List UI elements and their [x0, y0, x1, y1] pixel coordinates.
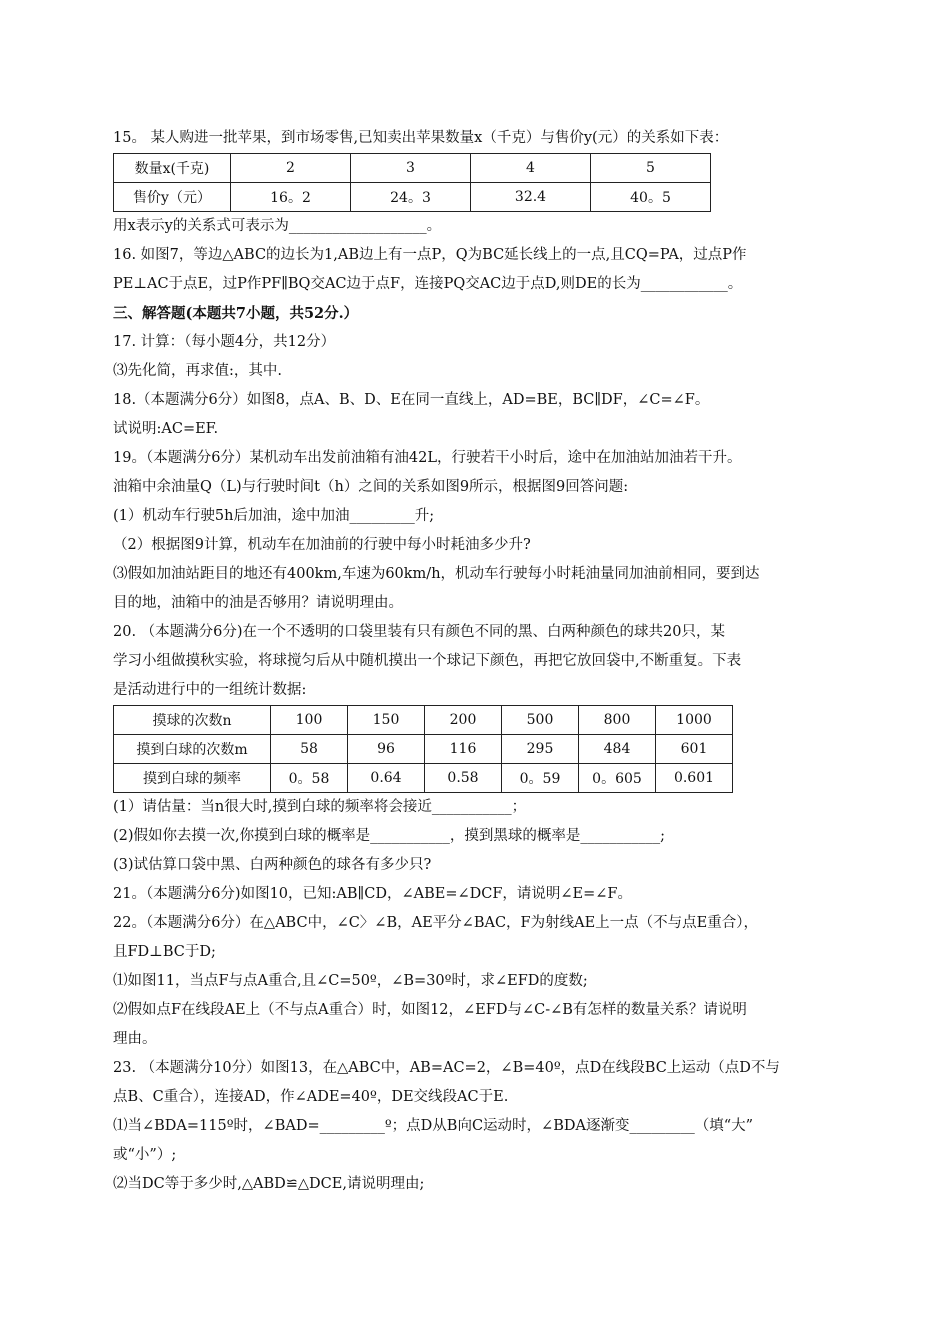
q20-line-2: 学习小组做摸秋实验，将球搅匀后从中随机摸出一个球记下颜色，再把它放回袋中,不断重复。下表 — [113, 653, 742, 669]
q20-table — [113, 705, 733, 793]
table-cell: 800 — [579, 706, 656, 735]
q17-line-1: 17. 计算：（每小题4分，共12分） — [113, 334, 336, 350]
page-content — [113, 124, 858, 1199]
table-cell: 295 — [502, 735, 579, 764]
table-cell: 40。5 — [591, 183, 711, 212]
q22-line-4: ⑵假如点F在线段AE上（不与点A重合）时，如图12，∠EFD与∠C-∠B有怎样的数量关系？请说明 — [113, 1002, 747, 1018]
q15-table — [113, 153, 711, 212]
table-cell: 96 — [348, 735, 425, 764]
q20-line-3: 是活动进行中的一组统计数据: — [113, 682, 307, 698]
table-cell: 16。2 — [231, 183, 351, 212]
table-cell: 100 — [271, 706, 348, 735]
q19-line-6: 目的地，油箱中的油是否够用？请说明理由。 — [113, 595, 403, 611]
q23-line-1: 23. （本题满分10分）如图13，在△ABC中，AB=AC=2，∠B=40º，点D在线段BC上运动（点D不与 — [113, 1060, 780, 1076]
q22-line-1: 22。（本题满分6分）在△ABC中，∠C〉∠B，AE平分∠BAC，F为射线AE上一点（不与点E重合）， — [113, 915, 758, 931]
q16-line-2: PE⊥AC于点E，过P作PF∥BQ交AC边于点F，连接PQ交AC边于点D,则DE的长为____________。 — [113, 276, 743, 292]
table-cell: 200 — [425, 706, 502, 735]
table-cell: 32.4 — [471, 183, 591, 212]
q22-line-2: 且FD⊥BC于D; — [113, 944, 216, 960]
table-cell: 摸球的次数n — [114, 706, 271, 735]
table-cell: 摸到白球的次数m — [114, 735, 271, 764]
table-cell: 500 — [502, 706, 579, 735]
table-cell: 数量x(千克) — [114, 154, 231, 183]
table-cell: 116 — [425, 735, 502, 764]
q16-line-1: 16. 如图7，等边△ABC的边长为1,AB边上有一点P，Q为BC延长线上的一点,且CQ=PA，过点P作 — [113, 247, 747, 263]
table-row — [114, 154, 711, 183]
q23-line-3: ⑴当∠BDA=115º时，∠BAD=_________º；点D从B向C运动时，∠BDA逐渐变_________（填“大” — [113, 1118, 754, 1134]
q19-line-5: ⑶假如加油站距目的地还有400km,车速为60km/h，机动车行驶每小时耗油量同加油前相同，要到达 — [113, 566, 760, 582]
table-cell: 58 — [271, 735, 348, 764]
table-cell: 1000 — [656, 706, 733, 735]
table-cell: 24。3 — [351, 183, 471, 212]
table-cell: 0.601 — [656, 764, 733, 793]
table-cell: 3 — [351, 154, 471, 183]
q22-line-5: 理由。 — [113, 1031, 157, 1047]
q15-intro: 15。 某人购进一批苹果，到市场零售,已知卖出苹果数量x（千克）与售价y(元）的关系如下表： — [113, 130, 729, 146]
table-cell: 0。59 — [502, 764, 579, 793]
q23-line-5: ⑵当DC等于多少时,△ABD≌△DCE,请说明理由; — [113, 1176, 425, 1192]
table-cell: 2 — [231, 154, 351, 183]
table-cell: 150 — [348, 706, 425, 735]
q21-line-1: 21。（本题满分6分)如图10，已知:AB∥CD，∠ABE=∠DCF，请说明∠E=∠F。 — [113, 886, 632, 902]
q17-line-2: ⑶先化简，再求值:，其中. — [113, 363, 282, 379]
table-cell: 5 — [591, 154, 711, 183]
table-row — [114, 706, 733, 735]
q20-sub-2: (2)假如你去摸一次,你摸到白球的概率是___________，摸到黑球的概率是___________; — [113, 828, 666, 844]
q19-line-4: （2）根据图9计算，机动车在加油前的行驶中每小时耗油多少升? — [113, 537, 531, 553]
section-heading: 三、解答题(本题共7小题，共52分.） — [113, 305, 359, 322]
table-cell: 0。605 — [579, 764, 656, 793]
table-row — [114, 764, 733, 793]
q23-line-2: 点B、C重合），连接AD，作∠ADE=40º，DE交线段AC于E. — [113, 1089, 509, 1105]
table-cell: 4 — [471, 154, 591, 183]
table-cell: 摸到白球的频率 — [114, 764, 271, 793]
q20-sub-1: (1）请估量：当n很大时,摸到白球的频率将会接近___________； — [113, 799, 527, 815]
table-cell: 0。58 — [271, 764, 348, 793]
table-cell: 484 — [579, 735, 656, 764]
q23-line-4: 或“小”）; — [113, 1147, 177, 1163]
table-cell: 601 — [656, 735, 733, 764]
table-row — [114, 183, 711, 212]
q22-line-3: ⑴如图11，当点F与点A重合,且∠C=50º，∠B=30º时，求∠EFD的度数; — [113, 973, 588, 989]
q20-sub-3: (3)试估算口袋中黑、白两种颜色的球各有多少只? — [113, 857, 432, 873]
q18-line-2: 试说明:AC=EF. — [113, 421, 219, 437]
table-cell: 0.58 — [425, 764, 502, 793]
table-row — [114, 735, 733, 764]
q18-line-1: 18.（本题满分6分）如图8，点A、B、D、E在同一直线上，AD=BE，BC∥DF，∠C=∠F。 — [113, 392, 710, 408]
q19-line-3: (1）机动车行驶5h后加油，途中加油_________升; — [113, 508, 435, 524]
q20-line-1: 20. （本题满分6分)在一个不透明的口袋里装有只有颜色不同的黑、白两种颜色的球共20只，某 — [113, 624, 725, 640]
table-cell: 售价y（元） — [114, 183, 231, 212]
q15-answer-line: 用x表示y的关系式可表示为___________________。 — [113, 218, 442, 234]
table-cell: 0.64 — [348, 764, 425, 793]
q19-line-1: 19。（本题满分6分）某机动车出发前油箱有油42L，行驶若干小时后，途中在加油站加油若干升。 — [113, 450, 742, 466]
q19-line-2: 油箱中余油量Q（L)与行驶时间t（h）之间的关系如图9所示，根据图9回答问题: — [113, 479, 629, 495]
